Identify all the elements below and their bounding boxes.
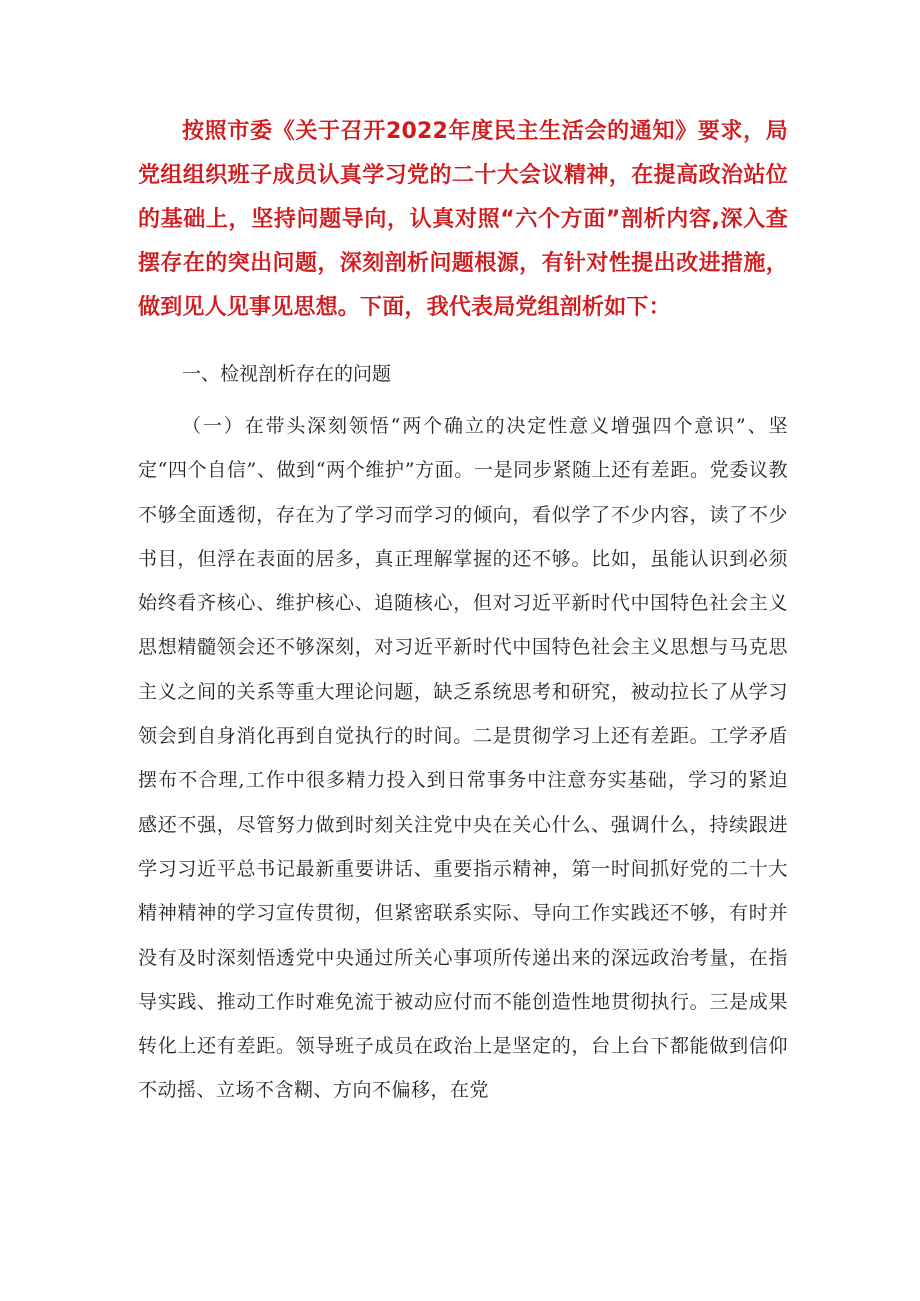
section-heading: 一、检视剖析存在的问题 — [182, 363, 392, 385]
body-paragraph: （一）在带头深刻领悟“两个确立的决定性意义增强四个意识”、坚定“四个自信”、做到“两个维护”方面。一是同步紧随上还有差距。党委议教不够全面透彻，存在为了学习而学习的倾向，看似学了不少内容，读了不少书目，但浮在表面的居多，真正理解掌握的还不够。比如，虽能认识到必须始终看齐核心、维护核心、追随核心，但对习近平新时代中国特色社会主义思想精髓领会还不够深刻，对习近平新时代中国特色社会主义思想与马克思主义之间的关系等重大理论问题，缺乏系统思考和研究，被动拉长了从学习领会到自身消化再到自觉执行的时间。二是贯彻学习上还有差距。工学矛盾摆布不合理,工作中很多精力投入到日常事务中注意夯实基础，学习的紧迫感还不强，尽管努力做到时刻关注党中央在关心什么、强调什么，持续跟进学习习近平总书记最新重要讲话、重要指示精神，第一时间抓好党的二十大精神精神的学习宣传贯彻，但紧密联系实际、导向工作实践还不够，有时并没有及时深刻悟透党中央通过所关心事项所传递出来的深远政治考量，在指导实践、推动工作时难免流于被动应付而不能创造性地贯彻执行。三是成果转化上还有差距。领导班子成员在政治上是坚定的，台上台下都能做到信仰不动摇、立场不含糊、方向不偏移，在党 — [138, 415, 788, 1102]
intro-paragraph: 按照市委《关于召开2022年度民主生活会的通知》要求，局党组组织班子成员认真学习党的二十大会议精神，在提高政治站位的基础上，坚持问题导向，认真对照“六个方面”剖析内容,深入查摆存在的突出问题，深刻剖析问题根源，有针对性提出改进措施，做到见人见事见思想。下面，我代表局党组剖析如下： — [138, 119, 788, 320]
